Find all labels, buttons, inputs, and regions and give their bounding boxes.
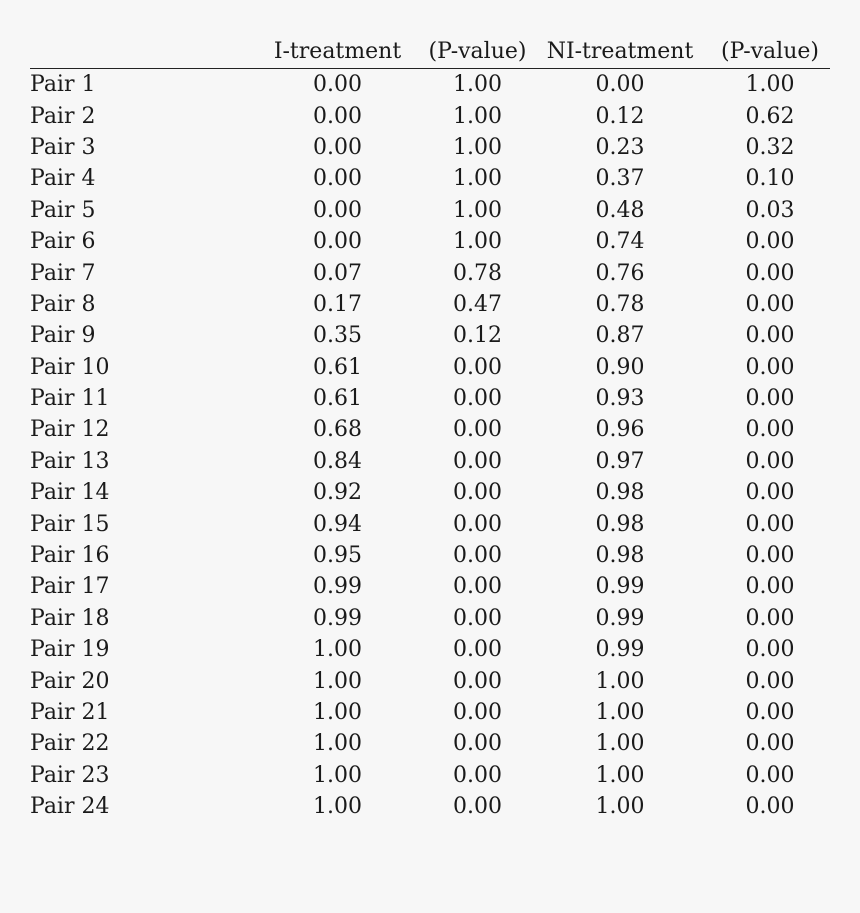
ni-p-value: 0.00 [745,480,795,506]
row-label: Pair 17 [30,574,110,600]
ni-treatment-value: 0.99 [595,574,645,600]
row-label: Pair 18 [30,605,110,631]
ni-treatment-value: 0.74 [595,229,645,255]
i-treatment-value: 0.17 [313,291,362,317]
i-treatment-value: 0.95 [313,543,362,569]
table-row [30,257,830,288]
i-treatment-value: 0.00 [313,166,362,192]
table-row [30,634,830,665]
ni-p-value: 1.00 [745,72,795,98]
ni-p-value: 0.00 [745,731,795,757]
ni-p-value: 0.00 [745,323,795,349]
i-treatment-value: 1.00 [313,762,362,788]
i-p-value: 0.00 [453,543,502,569]
header-blank [30,34,250,69]
row-label: Pair 22 [30,731,110,757]
table-row [30,414,830,445]
ni-p-value: 0.00 [745,511,795,537]
ni-treatment-value: 0.87 [595,323,645,349]
ni-p-value: 0.00 [745,668,795,694]
row-label: Pair 16 [30,543,110,569]
i-treatment-value: 0.00 [313,103,362,129]
table-row [30,132,830,163]
row-label: Pair 14 [30,480,110,506]
row-label: Pair 23 [30,762,110,788]
i-p-value: 0.00 [453,417,502,443]
table-row [30,226,830,257]
ni-p-value: 0.00 [745,291,795,317]
i-p-value: 0.47 [453,291,502,317]
ni-treatment-value: 0.96 [595,417,645,443]
row-label: Pair 9 [30,323,96,349]
i-treatment-value: 0.92 [313,480,362,506]
i-treatment-value: 0.61 [313,354,362,380]
i-treatment-value: 0.00 [313,229,362,255]
ni-p-value: 0.00 [745,260,795,286]
row-label: Pair 6 [30,229,96,255]
row-label: Pair 4 [30,166,96,192]
ni-treatment-value: 0.37 [595,166,645,192]
table-row [30,665,830,696]
i-p-value: 1.00 [453,72,502,98]
table-row [30,697,830,728]
table-row [30,100,830,131]
row-label: Pair 15 [30,511,110,537]
row-label: Pair 8 [30,291,96,317]
i-p-value: 1.00 [453,229,502,255]
ni-p-value: 0.00 [745,762,795,788]
row-label: Pair 2 [30,103,96,129]
i-treatment-value: 1.00 [313,637,362,663]
header-row [30,34,830,69]
i-treatment-value: 0.07 [313,260,362,286]
i-p-value: 0.00 [453,762,502,788]
table-body [30,69,830,823]
ni-treatment-value: 0.12 [595,103,645,129]
i-treatment-value: 0.99 [313,605,362,631]
i-treatment-value: 1.00 [313,794,362,820]
ni-p-value: 0.00 [745,448,795,474]
i-p-value: 1.00 [453,134,502,160]
ni-p-value: 0.62 [745,103,795,129]
row-label: Pair 20 [30,668,110,694]
i-p-value: 0.00 [453,511,502,537]
table-row [30,446,830,477]
i-treatment-value: 0.35 [313,323,362,349]
ni-treatment-value: 0.93 [595,386,645,412]
table-row [30,603,830,634]
header-p-value-1: (P-value) [428,38,527,64]
results-table-container [30,34,830,822]
i-p-value: 0.78 [453,260,502,286]
i-treatment-value: 0.00 [313,197,362,223]
i-treatment-value: 0.61 [313,386,362,412]
i-p-value: 1.00 [453,103,502,129]
table-row [30,69,830,101]
row-label: Pair 19 [30,637,110,663]
table-row [30,508,830,539]
table-row [30,571,830,602]
ni-p-value: 0.00 [745,700,795,725]
ni-p-value: 0.32 [745,134,795,160]
ni-p-value: 0.00 [745,605,795,631]
i-p-value: 0.00 [453,700,502,725]
i-p-value: 0.00 [453,794,502,820]
ni-treatment-value: 1.00 [595,794,645,820]
table-row [30,195,830,226]
i-treatment-value: 0.00 [313,72,362,98]
i-treatment-value: 1.00 [313,731,362,757]
ni-treatment-value: 0.90 [595,354,645,380]
row-label: Pair 10 [30,354,110,380]
table-row [30,163,830,194]
table-row [30,383,830,414]
ni-treatment-value: 1.00 [595,700,645,725]
ni-treatment-value: 0.00 [595,72,645,98]
ni-treatment-value: 1.00 [595,668,645,694]
ni-treatment-value: 0.23 [595,134,645,160]
ni-p-value: 0.00 [745,794,795,820]
i-p-value: 0.00 [453,448,502,474]
ni-p-value: 0.00 [745,637,795,663]
table-row [30,728,830,759]
i-p-value: 1.00 [453,166,502,192]
i-p-value: 0.00 [453,354,502,380]
ni-treatment-value: 1.00 [595,731,645,757]
header-ni-treatment: NI-treatment [546,38,694,64]
ni-treatment-value: 0.98 [595,543,645,569]
row-label: Pair 3 [30,134,96,160]
i-treatment-value: 0.94 [313,511,362,537]
ni-treatment-value: 0.98 [595,511,645,537]
ni-p-value: 0.00 [745,386,795,412]
i-p-value: 1.00 [453,197,502,223]
i-p-value: 0.00 [453,574,502,600]
ni-p-value: 0.00 [745,574,795,600]
table-row [30,289,830,320]
i-p-value: 0.12 [453,323,502,349]
i-p-value: 0.00 [453,480,502,506]
header-p-value-2: (P-value) [721,38,819,64]
row-label: Pair 13 [30,448,110,474]
i-treatment-value: 0.99 [313,574,362,600]
table-row [30,352,830,383]
ni-treatment-value: 1.00 [595,762,645,788]
i-p-value: 0.00 [453,668,502,694]
ni-treatment-value: 0.99 [595,637,645,663]
ni-p-value: 0.10 [745,166,795,192]
ni-p-value: 0.00 [745,543,795,569]
table-row [30,760,830,791]
ni-treatment-value: 0.97 [595,448,645,474]
ni-p-value: 0.03 [745,197,795,223]
i-p-value: 0.00 [453,605,502,631]
table-row [30,791,830,822]
row-label: Pair 12 [30,417,110,443]
i-treatment-value: 0.68 [313,417,362,443]
row-label: Pair 1 [30,72,96,98]
i-treatment-value: 1.00 [313,700,362,725]
row-label: Pair 11 [30,386,110,412]
row-label: Pair 5 [30,197,96,223]
results-table [30,34,830,822]
header-i-treatment: I-treatment [273,38,402,64]
ni-treatment-value: 0.76 [595,260,645,286]
ni-treatment-value: 0.48 [595,197,645,223]
ni-treatment-value: 0.98 [595,480,645,506]
ni-p-value: 0.00 [745,229,795,255]
i-p-value: 0.00 [453,637,502,663]
i-treatment-value: 1.00 [313,668,362,694]
ni-treatment-value: 0.78 [595,291,645,317]
table-row [30,540,830,571]
i-p-value: 0.00 [453,731,502,757]
table-header [30,34,830,69]
row-label: Pair 21 [30,700,110,725]
i-treatment-value: 0.00 [313,134,362,160]
row-label: Pair 7 [30,260,96,286]
table-row [30,477,830,508]
i-treatment-value: 0.84 [313,448,362,474]
table-row [30,320,830,351]
ni-p-value: 0.00 [745,417,795,443]
row-label: Pair 24 [30,794,110,820]
i-p-value: 0.00 [453,386,502,412]
ni-treatment-value: 0.99 [595,605,645,631]
ni-p-value: 0.00 [745,354,795,380]
